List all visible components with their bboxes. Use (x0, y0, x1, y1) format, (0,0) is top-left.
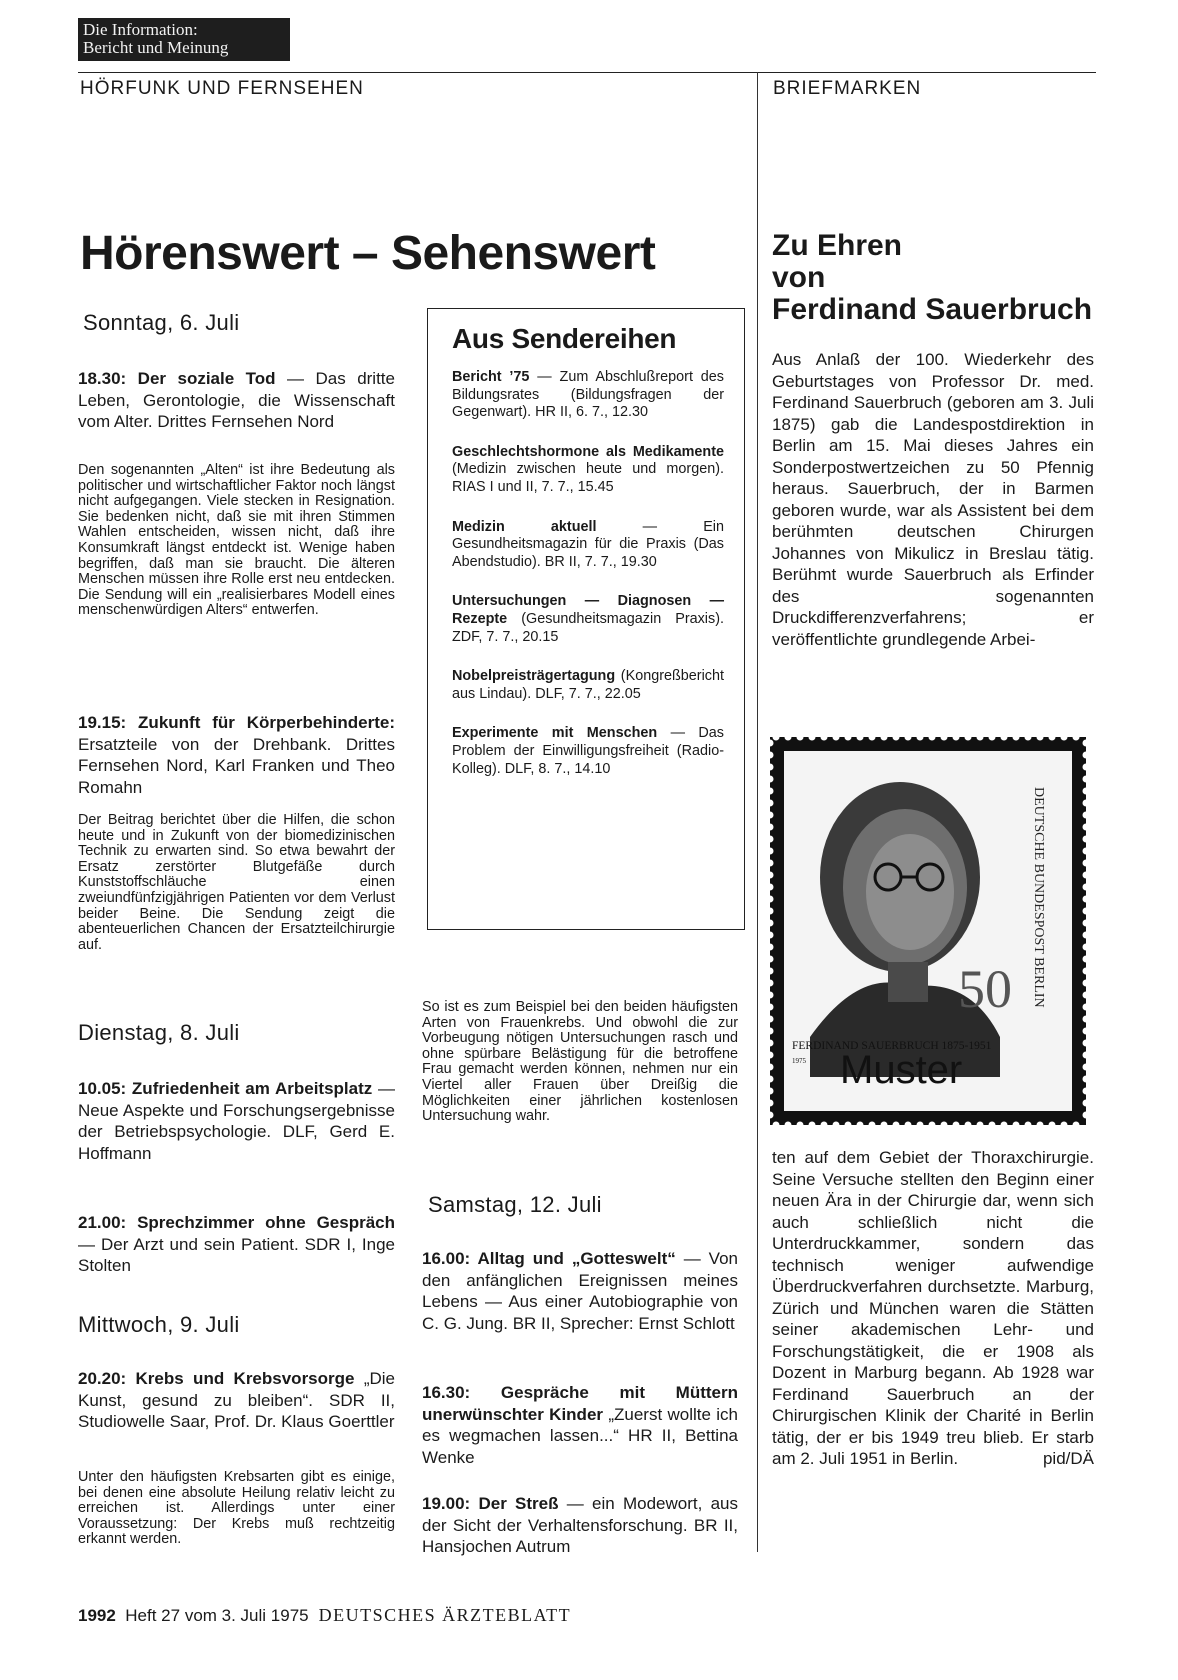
program-entry (78, 368, 395, 433)
series-entry-title: Nobelpreisträgertagung (452, 668, 616, 685)
day-heading-wednesday: Mittwoch, 9. Juli (78, 1312, 240, 1337)
author-signature: pid/DÄ (1042, 1449, 1094, 1468)
program-time-title: 21.00: Sprechzimmer ohne Gespräch (78, 1213, 395, 1232)
column-divider (757, 72, 758, 1552)
program-time-title: 16.00: Alltag und „Gotteswelt“ (422, 1249, 676, 1268)
series-box (427, 308, 745, 930)
program-description (78, 813, 395, 953)
program-entry (78, 1368, 395, 1433)
stamp-article-text: ten auf dem Gebiet der Thoraxchirurgie. Seine Versuche stellten den Beginn einer neuen Ära in der Chirurgie dar, wenn sich auch schließlich nicht die Unterdruckkammer, sondern das technisch weniger aufwendige Überdruckverfahren durchsetzte. Marburg, Zürich und München waren die Stätten seiner akademischen Lehr- und Forschungstätigkeit, die er 1908 als Dozent in Marburg begann. Ab 1928 war Ferdinand Sauerbruch an der Chirurgischen Klinik der Charité in Berlin tätig, der er bis 1949 treu blieb. Er starb am 2. Juli 1951 in Berlin. (772, 1148, 1094, 1468)
program-details: „Die Kunst, gesund zu bleiben“. SDR II, Studiowelle Saar, Prof. Dr. Klaus Goerttler (78, 1369, 395, 1431)
program-details: — Der Arzt und sein Patient. SDR I, Inge Stolten (78, 1234, 395, 1275)
section-badge (78, 18, 290, 61)
program-description-text: Unter den häufigsten Krebsarten gibt es einige, bei denen eine absolute Heilung relativ leicht zu erreichen ist. Allerdings unter einer Voraussetzung: Der Krebs muß rechtzeitig erkannt werden. (78, 1469, 395, 1548)
series-entry-details: (Kongreßbericht aus Lindau). DLF, 7. 7., 22.05 (452, 668, 724, 702)
series-entry-details: (Medizin zwischen heute und morgen). RIAS I und II, 7. 7., 15.45 (452, 461, 724, 495)
program-description (78, 463, 395, 619)
day-heading-sunday: Sonntag, 6. Juli (83, 310, 240, 335)
series-entry-title: Bericht ’75 (452, 369, 530, 385)
program-details: — Von den anfänglichen Ereignissen meines Lebens — Aus einer Autobiographie von C. G. Jung. BR II, Sprecher: Ernst Schlott (422, 1249, 738, 1333)
stamp-side-text: DEUTSCHE BUNDESPOST BERLIN (1031, 787, 1046, 1008)
program-time-title: 19.15: Zukunft für Körperbehinderte: (78, 713, 395, 732)
day-heading-saturday: Samstag, 12. Juli (428, 1192, 602, 1217)
series-entry-details: (Gesundheitsmagazin Praxis). ZDF, 7. 7., 20.15 (452, 610, 724, 645)
program-time-title: 18.30: Der soziale Tod (78, 369, 276, 388)
series-entry-details: — Zum Abschlußreport des Bildungsrates (Bildungsfragen der Gegenwart). HR II, 6. 7., 12.30 (452, 369, 724, 421)
series-entry-title: Geschlechtshormone als Medikamente (452, 443, 724, 460)
series-entry (452, 519, 724, 572)
postage-stamp-image (770, 737, 1086, 1125)
series-entry-title: Untersuchungen — Diagnosen — Rezepte (452, 593, 724, 627)
day-heading-tuesday: Dienstag, 8. Juli (78, 1020, 240, 1045)
program-entry (78, 1212, 395, 1277)
program-time-title: 16.30: Gespräche mit Müttern unerwünschter Kinder (422, 1383, 738, 1424)
program-details: — ein Modewort, aus der Sicht der Verhaltensforschung. BR II, Hansjochen Autrum (422, 1494, 738, 1556)
program-entry (422, 1382, 738, 1468)
series-entry (452, 725, 724, 778)
continued-text-body: So ist es zum Beispiel bei den beiden häufigsten Arten von Frauenkrebs. Und obwohl die zur Vorbeugung nötigen Untersuchungen rasch und ohne spürbare Belästigung für die betroffene Frau gemacht werden können, nehmen nur ein Viertel aller Frauen über Dreißig die Möglichkeiten einer jährlichen kostenlosen Untersuchung wahr. (422, 999, 738, 1125)
series-entry-title: Medizin aktuell (452, 518, 597, 535)
series-entry (452, 668, 724, 703)
stamp-article-text: Aus Anlaß der 100. Wiederkehr des Geburtstages von Professor Dr. med. Ferdinand Sauerbruch (geboren am 3. Juli 1875) gab die Landespostdirektion in Berlin am 15. Mai dieses Jahres ein Sonderpostwertzeichen zu 50 Pfennig heraus. Sauerbruch, der in Barmen geboren wurde, war als Assistent bei dem berühmten deutschen Chirurgen Johannes von Mikulicz in Breslau tätig. Berühmt wurde Sauerbruch als Erfinder des sogenannten Druckdifferenzverfahrens; er veröffentlichte grundlegende Arbei- (772, 350, 1094, 649)
series-entry (452, 593, 724, 646)
page-title: Hörenswert – Sehenswert (80, 227, 656, 280)
top-rule (78, 72, 1096, 73)
stamp-article-title-line: von (772, 261, 826, 294)
stamp-article-title-line: Zu Ehren (772, 229, 903, 262)
series-entry (452, 444, 724, 497)
program-details: — Das dritte Leben, Gerontologie, die Wissenschaft vom Alter. Drittes Fernsehen Nord (78, 369, 395, 431)
program-description-text: Der Beitrag berichtet über die Hilfen, die schon heute und in Zukunft von der biomedizinischen Technik zu erwarten sind. So etwa bewahrt der Ersatz zerstörter Blutgefäße durch Kunststoffschläuche einen zweiundfünfzigjährigen Patienten vor dem Verlust beider Beine. Die Sendung zeigt die abenteuerlichen Chancen der Ersatzteilchirurgie auf. (78, 812, 395, 953)
stamp-caption: FERDINAND SAUERBRUCH 1875-1951 (792, 1040, 992, 1052)
program-description (78, 1470, 395, 1548)
section-label-right: BRIEFMARKEN (773, 78, 922, 99)
stamp-article-title-line: Ferdinand Sauerbruch (772, 293, 1093, 326)
program-entry (422, 1248, 738, 1334)
series-entry (452, 369, 724, 422)
issue-info: Heft 27 vom 3. Juli 1975 (125, 1606, 309, 1625)
program-time-title: 10.05: Zufriedenheit am Arbeitsplatz (78, 1079, 373, 1098)
stamp-overprint: Muster (840, 1048, 963, 1092)
program-time-title: 20.20: Krebs und Krebsvorsorge (78, 1369, 355, 1388)
page-number: 1992 (78, 1606, 116, 1625)
badge-line-2: Bericht und Meinung (83, 38, 229, 57)
program-details: — Neue Aspekte und Forschungsergebnisse der Betriebspsychologie. DLF, Gerd E. Hoffmann (78, 1079, 395, 1163)
program-description-text: Den sogenannten „Alten“ ist ihre Bedeutung als politischer und wirtschaftlicher Faktor noch längst nicht aufgegangen. Viele stecken in Resignation. Sie bedenken nicht, daß sie mit ihren Stimmen Wahlen entscheiden, wissen nicht, daß ihre Konsumkraft längst entdeckt ist. Wenige haben begriffen, daß man sie braucht. Die älteren Menschen müssen ihre Rolle erst neu entdecken. Die Sendung will ein „realisierbares Modell eines menschenwürdigen Alters“ entwerfen. (78, 462, 395, 619)
stamp-year: 1975 (792, 1057, 806, 1065)
section-label-left: HÖRFUNK UND FERNSEHEN (80, 78, 364, 99)
series-entry-details: — Ein Gesundheitsmagazin für die Praxis (Das Abendstudio). BR II, 7. 7., 19.30 (452, 518, 725, 570)
publication-name: DEUTSCHES ÄRZTEBLATT (318, 1605, 572, 1625)
page-footer (78, 1605, 571, 1626)
stamp-article-body (772, 349, 1094, 650)
series-entry-title: Experimente mit Menschen (452, 725, 658, 742)
continued-text (422, 1000, 738, 1125)
series-entry-details: — Das Problem der Einwilligungsfreiheit (Radio-Kolleg). DLF, 8. 7., 14.10 (452, 725, 724, 777)
program-entry (422, 1493, 738, 1558)
series-box-title: Aus Sendereihen (452, 323, 677, 354)
badge-line-1: Die Information: (83, 20, 198, 39)
program-time-title: 19.00: Der Streß (422, 1494, 559, 1513)
stamp-value: 50 (958, 959, 1012, 1019)
stamp-article-title (772, 230, 1102, 326)
program-entry (78, 712, 395, 798)
program-entry (78, 1078, 395, 1164)
stamp-article-body (772, 1147, 1094, 1470)
program-details: „Zuerst wollte ich es wegmachen lassen...“ HR II, Bettina Wenke (422, 1404, 738, 1467)
program-details: Ersatzteile von der Drehbank. Drittes Fernsehen Nord, Karl Franken und Theo Romahn (78, 734, 395, 797)
